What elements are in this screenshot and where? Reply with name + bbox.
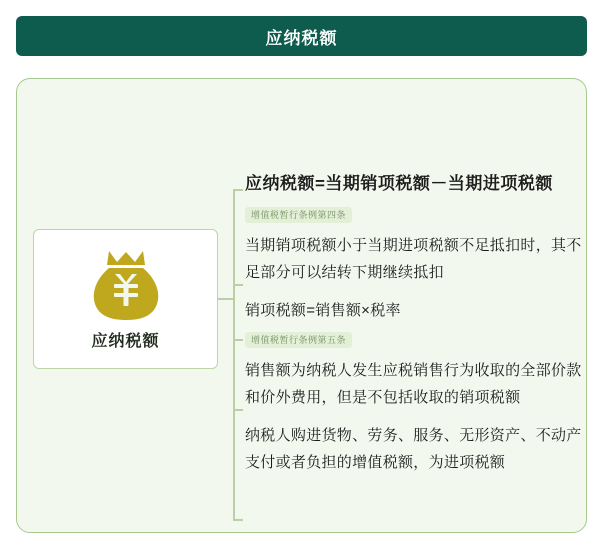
left-node-taxable-amount	[33, 229, 218, 369]
regulation-tag-article-5: 增值税暂行条例第五条	[245, 332, 352, 348]
connector-branch-2	[233, 284, 243, 286]
diagram-card	[16, 78, 587, 533]
header-banner	[16, 16, 587, 56]
paragraph-input-tax: 纳税人购进货物、劳务、服务、无形资产、不动产支付或者负担的增值税额，为进项税额	[245, 427, 582, 471]
page-title: 应纳税额	[265, 28, 338, 48]
left-node-label: 应纳税额	[91, 332, 160, 350]
money-bag-icon	[87, 248, 165, 322]
formula-title: 应纳税额=当期销项税额－当期进项税额	[245, 174, 553, 193]
connector-spine	[233, 189, 235, 519]
regulation-tag-article-4: 增值税暂行条例第四条	[245, 207, 352, 223]
paragraph-output-tax-formula: 销项税额=销售额×税率	[245, 302, 401, 319]
connector-stub	[218, 298, 233, 300]
paragraph-carry-forward: 当期销项税额小于当期进项税额不足抵扣时，其不足部分可以结转下期继续抵扣	[245, 237, 582, 281]
connector-branch-5	[233, 519, 243, 521]
paragraph-sales-amount: 销售额为纳税人发生应税销售行为收取的全部价款和价外费用，但是不包括收取的销项税额	[245, 362, 582, 406]
connector-branch-1	[233, 189, 243, 191]
connector-branch-4	[233, 409, 243, 411]
content-column	[245, 171, 590, 487]
connector-branch-3	[233, 339, 243, 341]
